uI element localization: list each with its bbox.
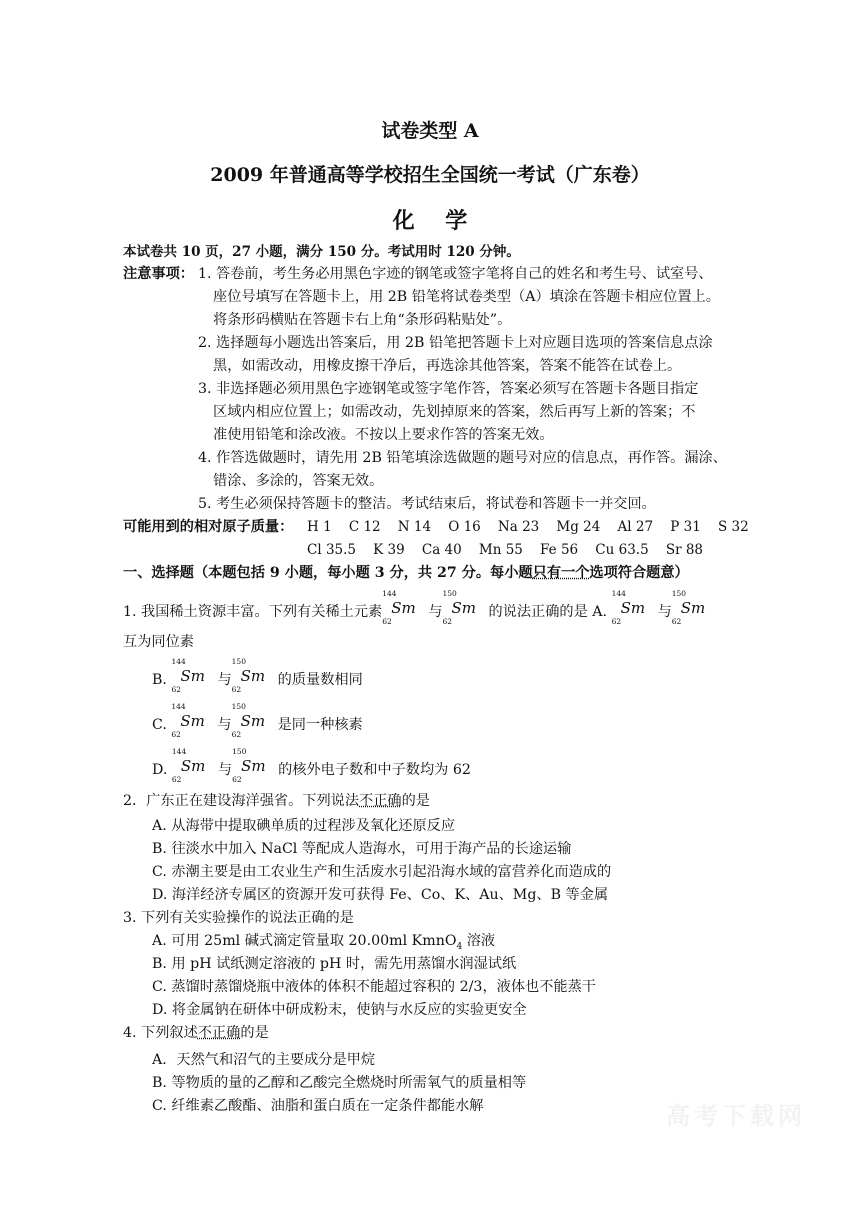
atomic-number: 62 (171, 730, 181, 739)
conjunction: 与 (217, 762, 233, 778)
question-2-stem-suffix: 的是 (401, 793, 430, 809)
mass-number: 150 (231, 702, 246, 711)
mass-number: 150 (232, 747, 247, 756)
atomic-number: 62 (442, 617, 452, 626)
exam-title: 2009 年普通高等学校招生全国统一考试（广东卷） (210, 164, 650, 186)
question-3-option-a (152, 931, 495, 957)
question-2-option-b: B. 往淡水中加入 NaCl 等配成人造海水，可用于海产品的长途运输 (152, 841, 572, 857)
isotope-sm-150 (232, 658, 278, 694)
element-symbol: Sm (241, 757, 266, 775)
conjunction: 与 (217, 672, 232, 688)
conjunction: 与 (217, 717, 232, 733)
question-1-stem-wrap: 互为同位素 (123, 634, 194, 650)
note-3-line-3: 准使用铅笔和涂改液。不按以上要求作答的答案无效。 (213, 427, 554, 443)
conjunction: 与 (657, 604, 672, 620)
option-text-suffix: 溶液 (462, 933, 496, 949)
question-4-option-a: A．天然气和沼气的主要成分是甲烷 (152, 1052, 376, 1068)
isotope-sm-150 (442, 590, 488, 626)
option-text: 的质量数相同 (277, 672, 363, 688)
question-2-option-d: D. 海洋经济专属区的资源开发可获得 Fe、Co、K、Au、Mg、B 等金属 (152, 887, 609, 903)
question-2-stem-text: 2．广东正在建设海洋强省。下列说法 (123, 793, 360, 809)
option-text: 是同一种核素 (277, 717, 363, 733)
question-1-option-d (152, 748, 471, 788)
exam-summary: 本试卷共 10 页，27 小题，满分 150 分。考试用时 120 分钟。 (123, 244, 520, 260)
atomic-number: 62 (671, 617, 682, 626)
note-4-line-2: 错涂、多涂的，答案无效。 (213, 473, 384, 489)
atomic-number: 62 (382, 617, 392, 626)
question-4-stem-suffix: 的是 (240, 1025, 269, 1041)
section-1-heading-suffix: 选项符合题意） (589, 565, 689, 581)
atomic-mass-row-1: H 1 C 12 N 14 O 16 Na 23 Mg 24 Al 27 P 31 S 32 (307, 519, 749, 535)
atomic-mass-row-2: Cl 35.5 K 39 Ca 40 Mn 55 Fe 56 Cu 63.5 Sr 88 (307, 542, 704, 558)
element-symbol: Sm (240, 712, 266, 730)
watermark: 高考下载网 (666, 1101, 806, 1130)
section-1-heading-prefix: 一、选择题（本题包括 9 小题，每小题 3 分，共 27 分。每小题 (123, 565, 533, 581)
question-1-option-c (152, 703, 363, 743)
element-symbol: Sm (180, 712, 205, 730)
question-4-option-b: B. 等物质的量的乙醇和乙酸完全燃烧时所需氧气的质量相等 (152, 1075, 527, 1091)
subscript: 4 (456, 941, 463, 952)
element-symbol: Sm (180, 757, 206, 775)
option-text: 的核外电子数和中子数均为 62 (278, 762, 471, 778)
isotope-sm-150 (672, 590, 718, 626)
mass-number: 144 (382, 589, 397, 598)
mass-number: 150 (671, 589, 687, 598)
isotope-sm-144 (612, 590, 658, 626)
note-3-line-1: 3. 非选择题必须用黑色字迹钢笔或签字笔作答，答案必须写在答题卡各题目指定 (198, 381, 699, 397)
mass-number: 150 (231, 657, 246, 666)
question-2-option-a: A. 从海带中提取碘单质的过程涉及氧化还原反应 (152, 818, 456, 834)
atomic-mass-label: 可能用到的相对原子质量： (123, 519, 294, 535)
isotope-sm-144 (171, 703, 217, 739)
option-text: A. 可用 25ml 碱式滴定管量取 20.00ml KmnO (152, 933, 457, 949)
mass-number: 150 (442, 589, 457, 598)
mass-number: 144 (171, 657, 186, 666)
atomic-number: 62 (231, 730, 242, 739)
isotope-sm-144 (171, 658, 217, 694)
question-1-stem-suffix: 的说法正确的是 A. (488, 604, 608, 620)
note-1-line-2: 座位号填写在答题卡上，用 2B 铅笔将试卷类型（A）填涂在答题卡相应位置上。 (213, 289, 720, 305)
isotope-sm-150 (232, 703, 278, 739)
question-2-stem (123, 791, 430, 811)
option-label: B. (152, 672, 167, 688)
question-1-option-b (152, 658, 363, 698)
element-symbol: Sm (180, 667, 205, 685)
paper-type: 试卷类型 A (381, 120, 479, 142)
note-1-line-3: 将条形码横贴在答题卡右上角“条形码粘贴处”。 (213, 312, 512, 328)
option-label: C. (152, 717, 167, 733)
notes-label: 注意事项： (123, 266, 194, 282)
question-3-option-d: D. 将金属钠在研体中研成粉末，使钠与水反应的实验更安全 (152, 1002, 527, 1018)
question-4-stem-text: 4. 下列叙述 (123, 1025, 198, 1041)
section-1-heading (123, 563, 689, 583)
note-2-line-1: 2. 选择题每小题选出答案后，用 2B 铅笔把答题卡上对应题目选项的答案信息点涂 (198, 335, 713, 351)
note-2-line-2: 黑，如需改动，用橡皮擦干净后，再选涂其他答案，答案不能答在试卷上。 (213, 358, 682, 374)
question-3-option-c: C. 蒸馏时蒸馏烧瓶中液体的体积不能超过容积的 2/3，液体也不能蒸干 (152, 979, 596, 995)
atomic-number: 62 (231, 685, 242, 694)
element-symbol: Sm (240, 667, 266, 685)
element-symbol: Sm (620, 599, 646, 617)
element-symbol: Sm (391, 599, 416, 617)
note-3-line-2: 区域内相应位置上；如需改动，先划掉原来的答案，然后再写上新的答案；不 (213, 404, 696, 420)
mass-number: 144 (171, 747, 187, 756)
atomic-number: 62 (171, 775, 182, 784)
isotope-sm-144 (382, 590, 428, 626)
question-3-stem: 3. 下列有关实验操作的说法正确的是 (123, 910, 354, 926)
question-3-option-b: B. 用 pH 试纸测定溶液的 pH 时，需先用蒸馏水润湿试纸 (152, 956, 517, 972)
note-5-line-1: 5. 考生必须保持答题卡的整洁。考试结束后，将试卷和答题卡一并交回。 (198, 496, 656, 512)
atomic-number: 62 (611, 617, 622, 626)
option-label: D. (152, 762, 168, 778)
question-1-stem-text: 1. 我国稀土资源丰富。下列有关稀土元素 (123, 604, 383, 620)
subject-title: 化 学 (392, 208, 468, 234)
question-1-stem (123, 590, 718, 630)
note-1-line-1: 1. 答卷前，考生务必用黑色字迹的钢笔或签字笔将自己的姓名和考生号、试室号、 (198, 266, 713, 282)
note-4-line-1: 4. 作答选做题时，请先用 2B 铅笔填涂选做题的题号对应的信息点，再作答。漏涂、 (198, 450, 727, 466)
isotope-sm-150 (232, 748, 278, 784)
element-symbol: Sm (680, 599, 706, 617)
question-4-option-c: C. 纤维素乙酸酯、油脂和蛋白质在一定条件都能水解 (152, 1098, 484, 1114)
question-4-stem (123, 1023, 269, 1043)
question-4-emphasis: 不正确 (197, 1025, 241, 1041)
mass-number: 144 (171, 702, 186, 711)
atomic-number: 62 (232, 775, 242, 784)
conjunction: 与 (428, 604, 443, 620)
section-1-heading-emphasis: 只有一个 (532, 565, 590, 581)
element-symbol: Sm (451, 599, 476, 617)
mass-number: 144 (611, 589, 626, 598)
question-2-emphasis: 不正确 (359, 793, 402, 809)
isotope-sm-144 (172, 748, 218, 784)
atomic-number: 62 (171, 685, 181, 694)
question-2-option-c: C. 赤潮主要是由工农业生产和生活废水引起沿海水域的富营养化而造成的 (152, 864, 612, 880)
